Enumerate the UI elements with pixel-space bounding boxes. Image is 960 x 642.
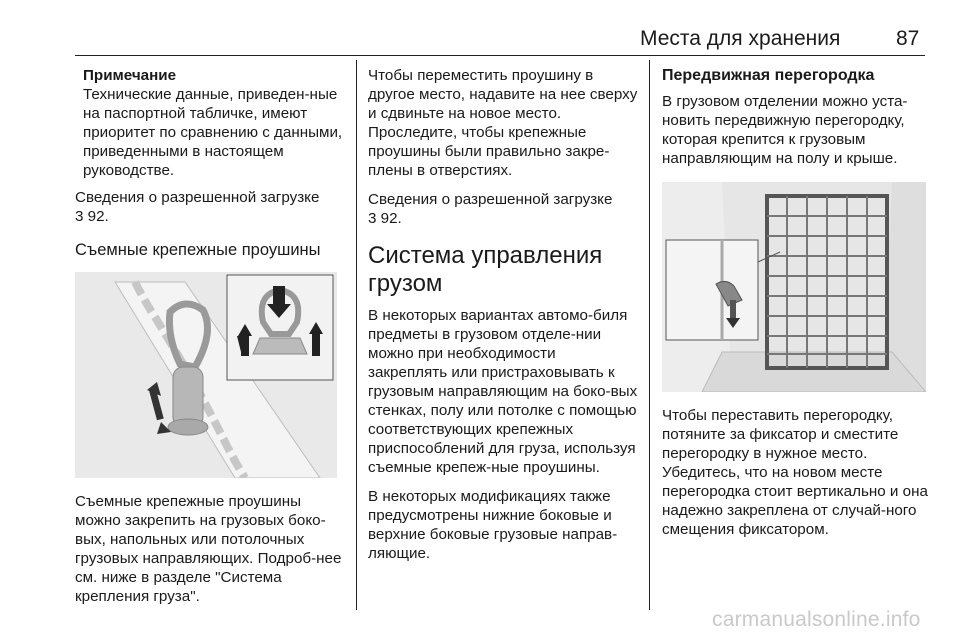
page-number: 87 bbox=[896, 27, 920, 50]
column-1 bbox=[75, 66, 347, 616]
load-info-paragraph-2 bbox=[368, 190, 638, 228]
note-title: Примечание bbox=[83, 67, 177, 84]
header-rule bbox=[75, 55, 925, 56]
eyelets-caption: Съемные крепежные проушины можно закрепить на грузовых боко-вых, напольных или потолочных грузовых направляющих. Подроб-нее см. ниже в разделе "Система крепления груза". bbox=[75, 493, 342, 605]
note-text: Технические данные, приведен-ные на паспортной табличке, имеют приоритет по сравнению с данными, приведенными в настоящем руководстве. bbox=[83, 86, 343, 179]
column-3 bbox=[662, 66, 928, 549]
partition-intro-paragraph: В грузовом отделении можно уста-новить передвижную перегородку, которая крепится к грузовым направляющим на полу и крыше. bbox=[662, 93, 908, 167]
section-heading-cargo-management: Система управления грузом bbox=[368, 242, 603, 297]
load-info-ref: 3 92. bbox=[75, 208, 109, 225]
note-block bbox=[75, 66, 347, 180]
rails-paragraph: В некоторых модификациях также предусмотрены нижние боковые и верхние боковые грузовые направ-ляющие. bbox=[368, 488, 618, 562]
partition-instructions-paragraph: Чтобы переставить перегородку, потяните за фиксатор и сместите перегородку в нужное место. Убедитесь, что на новом месте перегородка стоит вертикально и она надежно закреплена от случай-ного смещения фиксатором. bbox=[662, 407, 928, 538]
move-eyelet-paragraph: Чтобы переместить проушину в другое место, надавите на нее сверху и сдвиньте на новое место. Проследите, чтобы крепежные проушины были правильно закре-плены в отверстиях. bbox=[368, 67, 638, 179]
page-header-title: Места для хранения bbox=[640, 27, 841, 50]
column-divider-1 bbox=[356, 60, 357, 610]
section-heading-partition: Передвижная перегородка bbox=[662, 67, 875, 84]
load-info-paragraph bbox=[75, 188, 347, 226]
watermark: carmanualsonline.info bbox=[712, 608, 921, 631]
section-heading-eyelets: Съемные крепежные проушины bbox=[75, 241, 321, 259]
cargo-management-paragraph: В некоторых вариантах автомо-биля предметы в грузовом отделе-нии можно при необходимости закреплять или пристраховывать к грузовым направляющим на боко-вых стенках, полу или потолке с помощью соответствующих крепежных приспособлений для груза, используя съемные крепеж-ные проушины. bbox=[368, 307, 638, 476]
column-divider-2 bbox=[649, 60, 650, 610]
partition-illustration bbox=[662, 182, 926, 392]
eyelet-illustration bbox=[75, 272, 337, 478]
load-info-text-2: Сведения о разрешенной загрузке bbox=[368, 191, 613, 208]
load-info-text: Сведения о разрешенной загрузке bbox=[75, 189, 320, 206]
column-2 bbox=[368, 66, 638, 573]
load-info-ref-2: 3 92. bbox=[368, 210, 402, 227]
